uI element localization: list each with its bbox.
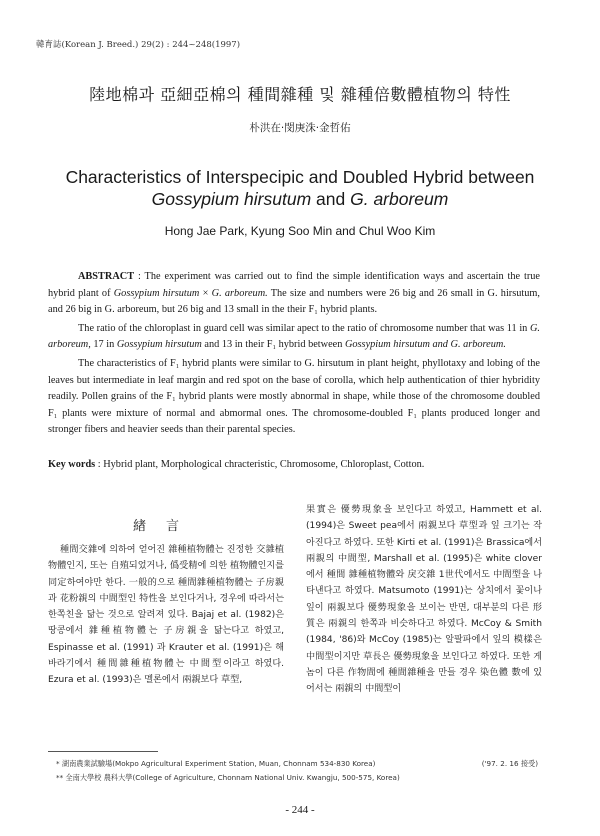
- abstract-paragraph-3: The characteristics of F₁ hybrid plants were similar to G. hirsutum in plant height, phyllotaxy and lobing of the leaves but intermediate in leaf margin and red spot on the base of corolla, which help authentication of thier hybridity readily. Pollen grains of the F₁ hybrid plants were mostly abnormal in shape, while those of the chromosome doubled F₁ plants were mixture of normal and abmormal ones. The chromosome-doubled F₁ plants produced longer and stronger fibers and heavier seeds than their parental species.: [48, 357, 540, 436]
- species-italic: Gossypium hirsutum and G. arboreum.: [344, 339, 506, 351]
- title-conjunction: and: [316, 189, 346, 209]
- abstract: [48, 269, 540, 441]
- section-heading-introduction: 緖言: [132, 519, 199, 534]
- korean-authors: 朴洪在·閔庚洙·金哲佑: [249, 122, 351, 134]
- english-title: [0, 166, 600, 210]
- journal-citation: 韓育誌(Korean J. Breed.) 29(2) : 244~248(1997): [36, 40, 241, 50]
- abstract-text: and 13 in their F₁ hybrid between: [201, 339, 345, 351]
- keywords: [48, 459, 540, 470]
- english-title-line1: Characteristics of Interspecipic and Doubled Hybrid between: [65, 167, 535, 187]
- species-name-2: G. arboreum: [350, 189, 449, 209]
- species-italic: Gossypium hirsutum: [116, 339, 202, 351]
- keywords-text: : Hybrid plant, Morphological chracteristic, Chromosome, Chloroplast, Cotton.: [95, 459, 425, 470]
- footnote-affiliation-2: ** 全南大學校 農科大學(College of Agriculture, Chonnam National Univ. Kwangju, 500-575, Korea): [56, 773, 400, 782]
- page-number: - 244 -: [285, 804, 315, 816]
- english-title-line2: [0, 188, 600, 210]
- species-italic: G. arboreum,: [48, 322, 540, 351]
- abstract-paragraph-2: [48, 321, 540, 354]
- footnote-divider: [48, 751, 158, 752]
- abstract-text: The size and numbers were 26 big and 26 small in G. hirsutum, and 26 big in G. arboreum, but 26 big and 13 small in the their F₁ hybrid plants.: [48, 287, 540, 316]
- abstract-paragraph-1: [48, 269, 540, 319]
- korean-title: 陸地棉과 亞細亞棉의 種間雜種 및 雜種倍數體植物의 特性: [89, 85, 511, 104]
- abstract-text: : The experiment was carried out to find the simple identification ways and ascertain the true hybrid plant of: [48, 271, 540, 299]
- footnote-affiliation-1: * 湖南農業試驗場(Mokpo Agricultural Experiment Station, Muan, Chonnam 534-830 Korea): [56, 759, 376, 768]
- species-name-1: Gossypium hirsutum: [151, 189, 312, 209]
- species-italic: G. arboreum.: [211, 287, 268, 299]
- body-paragraph-left: 種間交雜에 의하여 얻어진 雜種植物體는 진정한 交雜植物體인지, 또는 自殖되었거나, 僞受精에 의한 植物體인지를 同定하여야만 한다. 一般的으로 種間雜種植物體는 子房親과 花粉親의 中間型인 特性을 보인다거나, 경우에 따라서는 한쪽친을 닮는 것으로 알려져 있다. Bajaj et al. (1982)은 땅콩에서 雜種植物體는 子房親을 닮는다고 하였고, Espinasse et al. (1991) 과 Krauter et al. (1991)은 해바라기에서 種間雜種植物體는 中間型이라고 하였다. Ezura et al. (1993)은 멜론에서 兩親보다 草型,: [48, 545, 284, 686]
- received-date: ('97. 2. 16 接受): [481, 759, 538, 768]
- abstract-label: ABSTRACT: [78, 271, 135, 282]
- abstract-text: 17 in: [90, 339, 117, 351]
- body-column-right: [306, 502, 542, 698]
- abstract-text: ×: [199, 287, 212, 299]
- english-authors: Hong Jae Park, Kyung Soo Min and Chul Woo Kim: [164, 224, 436, 238]
- abstract-text: The ratio of the chloroplast in guard cell was similar apect to the ratio of chromosome number that was 11 in: [78, 322, 530, 334]
- species-italic: Gossypium hirsutum: [113, 287, 200, 299]
- body-paragraph-right: 果實은 優勢現象을 보인다고 하였고, Hammett et al. (1994)은 Sweet pea에서 兩親보다 草型과 잎 크기는 작아진다고 하였다. 또한 Kirti et al. (1991)은 Brassica에서 兩親의 中間型, Marshall et al. (1995)은 white clover에서 種間 雜種植物體와 戾交雜 1世代에서도 中間型을 나타낸다고 하였다. Matsumoto (1991)는 상치에서 꽃이나 잎이 兩親보다 優勢現象을 보이는 반면, 대부분의 다른 形質은 兩親의 한쪽과 비슷하다고 하였다. McCoy & Smith (1984, '86)와 McCoy (1985)는 알팔파에서 잎의 模樣은 中間型이지만 草長은 優勢現象을 보인다고 하였다. 또한 게놈이 다른 作物間에 種間雜種을 만들 경우 染色體 數에 있어서는 兩親의 中間型이: [306, 505, 542, 695]
- keywords-label: Key words: [48, 459, 96, 470]
